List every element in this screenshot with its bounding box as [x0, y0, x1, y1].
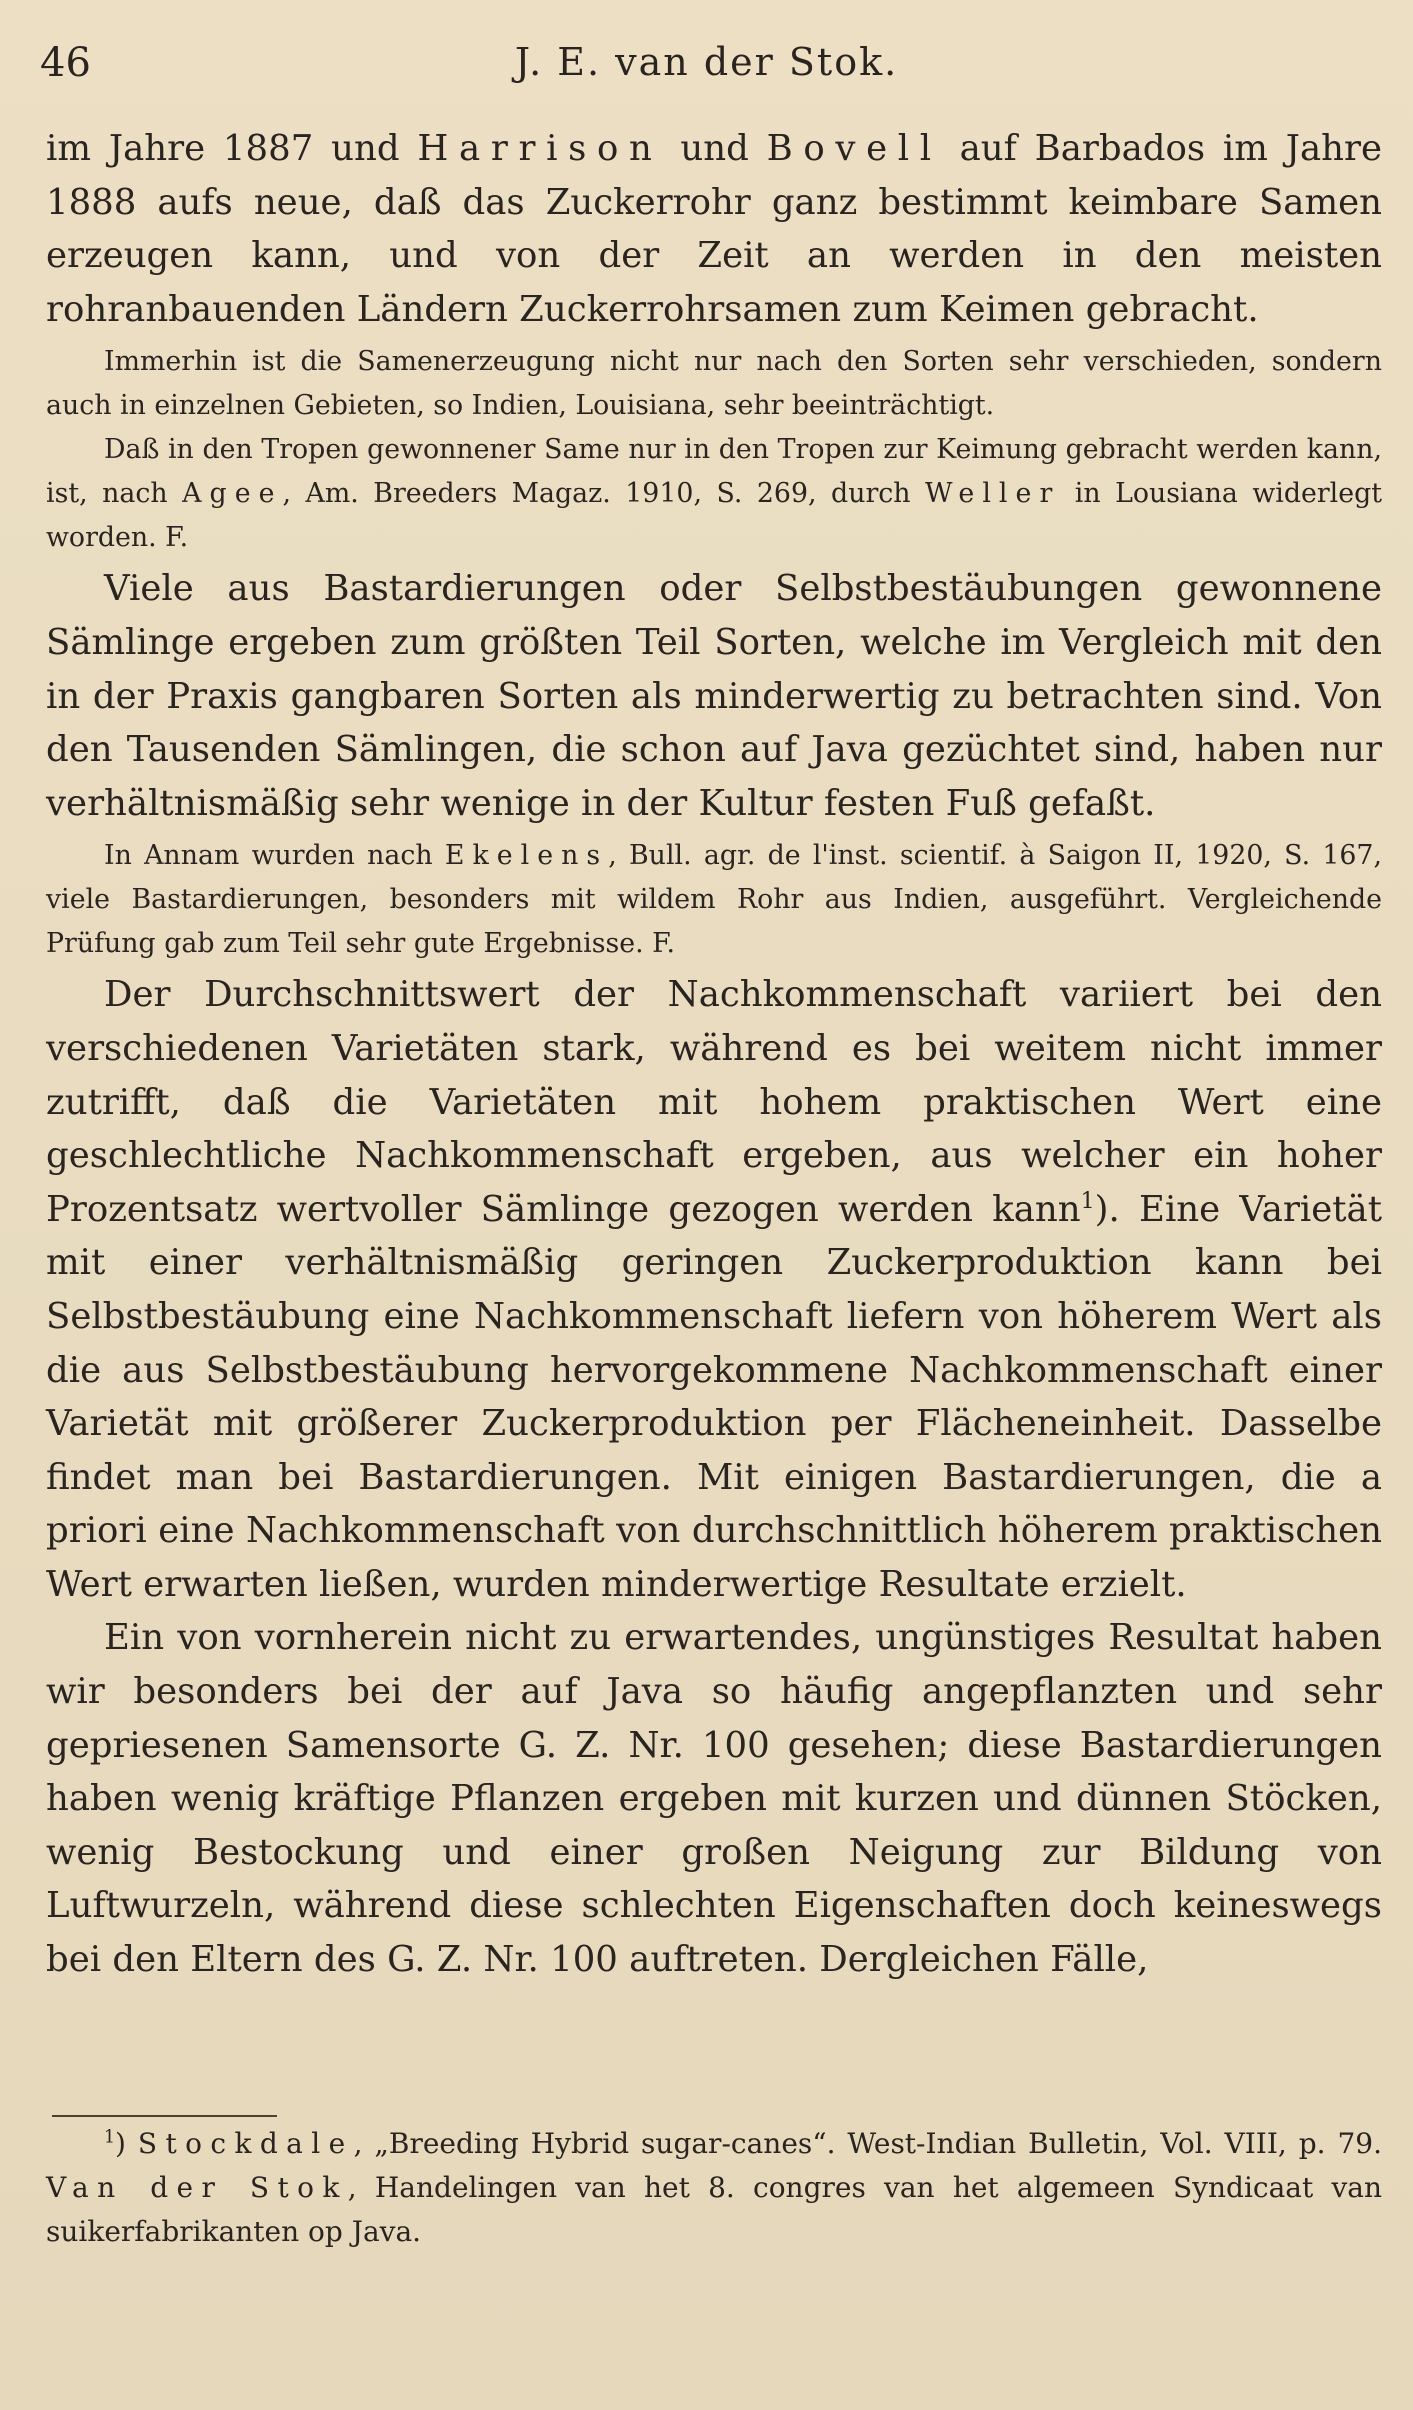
page-number: 46 — [40, 40, 91, 86]
author-name: Harrison — [417, 128, 663, 169]
editor-note-3: In Annam wurden nach Ekelens, Bull. agr. de l'inst. scientif. à Saigon II, 1920, S. 167, viele Bastardierungen, besonders mit wildem Rohr aus Indien, ausgeführt. Vergleichende Prüfung gab zum Teil sehr gute Ergebnisse. F. — [46, 840, 1382, 960]
page-header — [0, 30, 1413, 90]
editor-note-block — [46, 340, 1382, 560]
author-name: Weller — [925, 478, 1061, 510]
editor-note-block — [46, 834, 1382, 966]
editor-note-1: Immerhin ist die Samenerzeugung nicht nur nach den Sorten sehr verschieden, sondern auch in einzelnen Gebieten, so Indien, Louisiana, sehr beeinträchtigt. — [46, 346, 1382, 422]
author-name: Bovell — [766, 128, 942, 169]
footnotes — [46, 2122, 1382, 2254]
author-name: Agee — [182, 478, 283, 510]
paragraph-4: Ein von vornherein nicht zu erwartendes, ungünstiges Resultat haben wir besonders bei der auf Java so häufig angepflanzten und sehr gepriesenen Samensorte G. Z. Nr. 100 gesehen; diese Bastardierungen haben wenig kräftige Pflanzen ergeben mit kurzen und dünnen Stöcken, wenig Bestockung und einer großen Neigung zur Bildung von Luftwurzeln, während diese schlechten Eigenschaften doch keineswegs bei den Eltern des G. Z. Nr. 100 auftreten. Dergleichen Fälle, — [46, 1617, 1382, 1981]
editor-note-2: Daß in den Tropen gewonnener Same nur in den Tropen zur Keimung gebracht werden kann, ist, nach Agee, Am. Breeders Magaz. 1910, S. 269, durch Weller in Lousiana widerlegt worden. F. — [46, 434, 1383, 554]
footnote-marker: 1 — [104, 2127, 116, 2148]
footnote-divider — [52, 2115, 277, 2117]
page-body — [46, 122, 1382, 1987]
author-name: Van der Stok — [46, 2171, 348, 2204]
paragraph-3: Der Durchschnittswert der Nachkommenschaft variiert bei den verschiedenen Varietäten stark, während es bei weitem nicht immer zutrifft, daß die Varietäten mit hohem praktischen Wert eine geschlechtliche Nachkommenschaft ergeben, aus welcher ein hoher Prozentsatz wertvoller Sämlinge gezogen werden kann$^1$). Eine Varietät mit einer verhältnismäßig geringen Zuckerproduktion kann bei Selbstbestäubung eine Nachkommenschaft liefern von höherem Wert als die aus Selbstbestäubung hervorgekommene Nachkommenschaft einer Varietät mit größerer Zuckerproduktion per Flächeneinheit. Dasselbe findet man bei Bastardierungen. Mit einigen Bastardierungen, die a priori eine Nachkommenschaft von durchschnittlich höherem praktischen Wert erwarten ließen, wurden minderwertige Resultate erzielt. — [46, 974, 1382, 1605]
author-name: Ekelens — [444, 840, 609, 872]
paragraph-2: Viele aus Bastardierungen oder Selbstbestäubungen gewonnene Sämlinge ergeben zum größten Teil Sorten, welche im Vergleich mit den in der Praxis gangbaren Sorten als minderwertig zu betrachten sind. Von den Tausenden Sämlingen, die schon auf Java gezüchtet sind, haben nur verhältnismäßig sehr wenige in der Kultur festen Fuß gefaßt. — [46, 568, 1382, 824]
footnote-1: $^1$) Stockdale, „Breeding Hybrid sugar-canes“. West-Indian Bulletin, Vol. VIII, p. 79. Van der Stok, Handelingen van het 8. congres van het algemeen Syndicaat van suikerfabrikanten op Java. — [46, 2127, 1382, 2248]
footnote-ref: 1 — [1080, 1188, 1095, 1214]
author-name: Stockdale — [137, 2127, 354, 2160]
paragraph-1: im Jahre 1887 und Harrison und Bovell auf Barbados im Jahre 1888 aufs neue, daß das Zuckerrohr ganz bestimmt keimbare Samen erzeugen kann, und von der Zeit an werden in den meisten rohranbauenden Ländern Zuckerrohrsamen zum Keimen gebracht. — [46, 128, 1382, 330]
running-head: J. E. van der Stok. — [514, 40, 899, 84]
